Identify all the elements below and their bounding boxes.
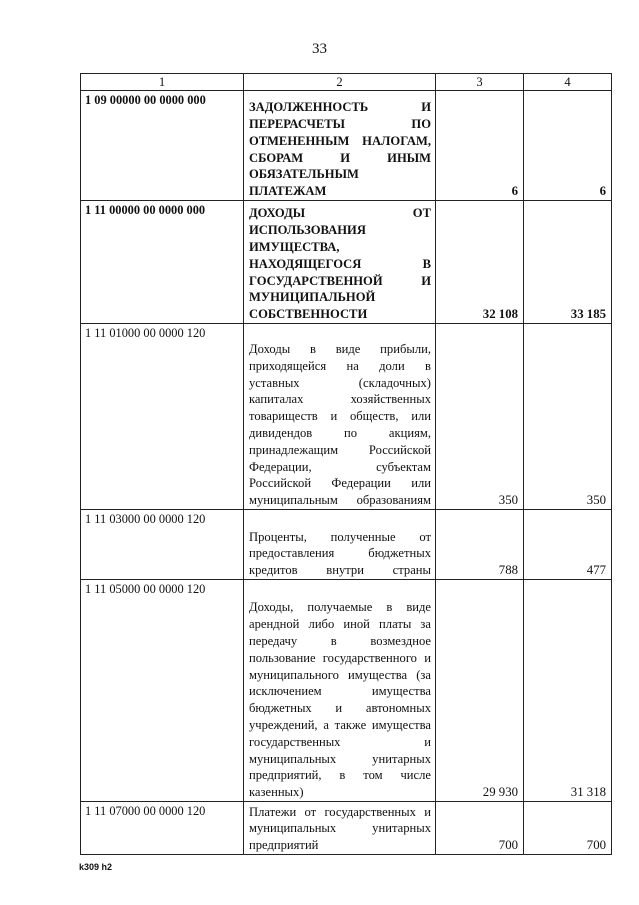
column-header: 3 xyxy=(436,74,524,91)
budget-code-cell: 1 09 00000 00 0000 000 xyxy=(81,91,244,201)
amount-col4-cell: 33 185 xyxy=(524,201,612,324)
amount-col4-cell: 700 xyxy=(524,802,612,855)
table-row xyxy=(81,802,612,855)
amount-col4-cell: 6 xyxy=(524,91,612,201)
income-name-cell: Доходы в виде прибыли, приходящейся на доли в уставных (складочных) капиталах хозяйственных товариществ и обществ, или дивидендов по акциям, принадлежащим Российской Федерации, субъектам Российской Федерации или муниципальным образованиям xyxy=(244,324,436,510)
amount-col3-cell: 788 xyxy=(436,510,524,580)
budget-code-cell: 1 11 05000 00 0000 120 xyxy=(81,580,244,802)
income-name-cell: Проценты, полученные от предоставления бюджетных кредитов внутри страны xyxy=(244,510,436,580)
amount-col4-cell: 477 xyxy=(524,510,612,580)
page-number: 33 xyxy=(312,41,327,57)
table-row xyxy=(81,91,612,201)
column-header: 4 xyxy=(524,74,612,91)
budget-code-cell: 1 11 03000 00 0000 120 xyxy=(81,510,244,580)
budget-code-cell: 1 11 01000 00 0000 120 xyxy=(81,324,244,510)
document-footer-code: k309 h2 xyxy=(79,862,113,872)
column-header: 1 xyxy=(81,74,244,91)
amount-col3-cell: 700 xyxy=(436,802,524,855)
income-name-cell: ЗАДОЛЖЕННОСТЬ И ПЕРЕРАСЧЕТЫ ПО ОТМЕНЕННЫМ НАЛОГАМ, СБОРАМ И ИНЫМ ОБЯЗАТЕЛЬНЫМ ПЛАТЕЖАМ xyxy=(244,91,436,201)
income-name-cell: ДОХОДЫ ОТ ИСПОЛЬЗОВАНИЯ ИМУЩЕСТВА, НАХОДЯЩЕГОСЯ В ГОСУДАРСТВЕННОЙ И МУНИЦИПАЛЬНОЙ СОБСТВЕННОСТИ xyxy=(244,201,436,324)
table-row xyxy=(81,510,612,580)
income-name-cell: Доходы, получаемые в виде арендной либо иной платы за передачу в возмездное пользование государственного и муниципального имущества (за исключением имущества бюджетных и автономных учреждений, а также имущества государственных и муниципальных унитарных предприятий, в том числе казенных) xyxy=(244,580,436,802)
amount-col3-cell: 32 108 xyxy=(436,201,524,324)
budget-code-cell: 1 11 07000 00 0000 120 xyxy=(81,802,244,855)
table-row xyxy=(81,580,612,802)
table-row xyxy=(81,324,612,510)
income-name-cell: Платежи от государственных и муниципальных унитарных предприятий xyxy=(244,802,436,855)
amount-col3-cell: 29 930 xyxy=(436,580,524,802)
amount-col3-cell: 350 xyxy=(436,324,524,510)
budget-table xyxy=(80,73,612,855)
table-row xyxy=(81,201,612,324)
amount-col4-cell: 31 318 xyxy=(524,580,612,802)
budget-code-cell: 1 11 00000 00 0000 000 xyxy=(81,201,244,324)
table-header-row xyxy=(81,74,612,91)
column-header: 2 xyxy=(244,74,436,91)
amount-col3-cell: 6 xyxy=(436,91,524,201)
amount-col4-cell: 350 xyxy=(524,324,612,510)
